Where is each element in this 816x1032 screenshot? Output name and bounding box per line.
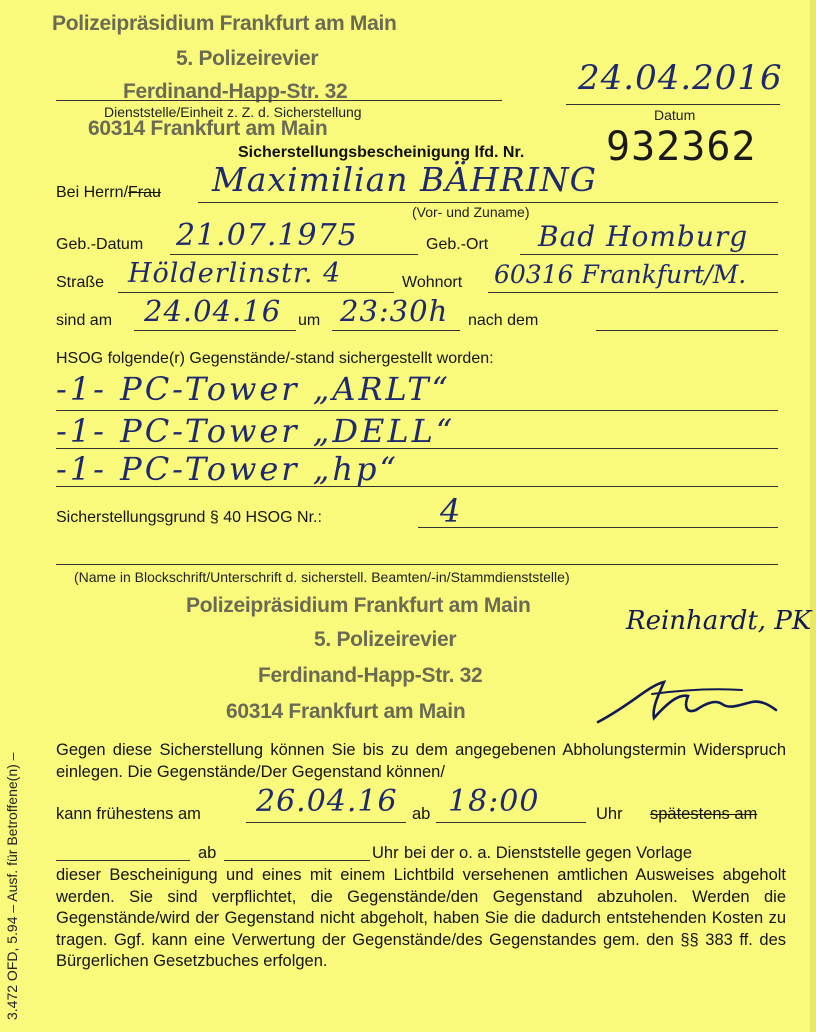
stamp-bottom-line4: 60314 Frankfurt am Main — [226, 700, 466, 723]
um-label: um — [298, 312, 321, 329]
item-line-1 — [56, 410, 778, 411]
name-value: Maximilian BÄHRING — [212, 160, 597, 199]
grund-label: Sicherstellungsgrund § 40 HSOG Nr.: — [56, 509, 322, 526]
officer-line — [56, 564, 778, 565]
latest-date-line — [56, 860, 190, 861]
uhr-label: Uhr — [596, 805, 623, 823]
datum-value: 24.04.2016 — [578, 58, 783, 98]
item-1: -1- PC-Tower „ARLT“ — [56, 370, 451, 408]
strasse-line — [118, 292, 394, 293]
stamp-bottom-line2: 5. Polizeirevier — [314, 628, 457, 651]
geb-datum-label: Geb.-Datum — [56, 236, 144, 253]
spaetestens-struck: spätestens am — [650, 805, 758, 823]
stamp-top-line2: 5. Polizeirevier — [176, 47, 319, 70]
ab-label: ab — [412, 805, 431, 823]
geb-ort-label: Geb.-Ort — [426, 236, 489, 253]
geb-datum-value: 21.07.1975 — [176, 218, 358, 253]
event-time-line — [332, 330, 460, 331]
datum-line — [566, 104, 780, 105]
item-line-3 — [56, 486, 778, 487]
ab2-label: ab — [198, 844, 217, 862]
serial-number: 932362 — [606, 124, 757, 170]
wohnort-value: 60316 Frankfurt/M. — [494, 260, 747, 289]
document-title: Sicherstellungsbescheinigung lfd. Nr. — [238, 144, 525, 161]
geb-datum-line — [170, 254, 418, 255]
paper-edge — [810, 0, 816, 1032]
item-2: -1- PC-Tower „DELL“ — [56, 412, 456, 450]
stamp-bottom-line1: Polizeipräsidium Frankfurt am Main — [186, 594, 531, 617]
pickup-date-line — [246, 822, 406, 823]
stamp-top-line4: 60314 Frankfurt am Main — [88, 117, 328, 140]
dienststelle-line — [56, 100, 502, 101]
item-3: -1- PC-Tower „hp“ — [56, 450, 399, 488]
sind-am-label: sind am — [56, 312, 113, 329]
salutation-label: Bei Herrn/Frau — [56, 184, 161, 201]
item-line-2 — [56, 448, 778, 449]
officer-name-handwritten: Reinhardt, PK — [626, 606, 812, 636]
notice-paragraph-3: dieser Bescheinigung und eines mit einem Lichtbild versehenen amtlichen Ausweises abgeholt werden. Sie sind verpflichtet, die Gegenstände/den Gegenstand abzuholen. Werden die Gegenstände/wird der Gegenstand nicht abgeholt, haben Sie die dadurch entstehenden Kosten zu tragen. Ggf. kann eine Verwertung der Gegenstände/des Gegenstandes gem. den §§ 383 ff. des Bürgerlichen Gesetzbuches erfolgen. — [56, 866, 786, 970]
strasse-value: Hölderlinstr. 4 — [128, 258, 342, 289]
grund-value: 4 — [440, 492, 462, 530]
pickup-time-line — [436, 822, 586, 823]
event-time-value: 23:30h — [340, 294, 449, 328]
datum-label: Datum — [654, 107, 696, 123]
geb-ort-line — [520, 254, 778, 255]
nach-dem-label: nach dem — [468, 312, 539, 329]
pickup-date-value: 26.04.16 — [256, 784, 398, 819]
event-date-line — [134, 330, 296, 331]
wohnort-line — [488, 292, 778, 293]
stamp-top-line3: Ferdinand-Happ-Str. 32 — [123, 80, 348, 103]
stamp-bottom-line3: Ferdinand-Happ-Str. 32 — [258, 664, 483, 687]
wohnort-label: Wohnort — [402, 274, 463, 291]
officer-caption: (Name in Blockschrift/Unterschrift d. sicherstell. Beamten/-in/Stammdienststelle) — [74, 569, 570, 585]
name-caption: (Vor- und Zuname) — [412, 204, 530, 220]
notice-paragraph-1: Gegen diese Sicherstellung können Sie bis zu dem angegebenen Abholungstermin Widerspruch einlegen. Die Gegenstände/Der Gegenstand können/ — [56, 741, 786, 781]
grund-line — [418, 527, 778, 528]
event-date-value: 24.04.16 — [144, 294, 282, 328]
nach-dem-line — [596, 330, 778, 331]
dienststelle-label: Dienststelle/Einheit z. Z. d. Sicherstellung — [104, 104, 362, 120]
kann-label: kann frühestens am — [56, 805, 201, 823]
stamp-top-line1: Polizeipräsidium Frankfurt am Main — [52, 12, 397, 35]
strasse-label: Straße — [56, 274, 105, 291]
geb-ort-value: Bad Homburg — [538, 220, 749, 253]
officer-signature-scribble — [592, 674, 782, 734]
uhr2-label: Uhr — [372, 844, 399, 862]
side-form-number: 3.472 OFD, 5.94 – Ausf. für Betroffene(n) – — [4, 752, 20, 1020]
pickup-time-value: 18:00 — [448, 784, 540, 819]
hsog-line: HSOG folgende(r) Gegenstände/-stand sichergestellt worden: — [56, 350, 494, 367]
latest-time-line — [224, 860, 370, 861]
name-line — [198, 202, 778, 203]
notice-paragraph-2-tail: bei der o. a. Dienststelle gegen Vorlage — [404, 844, 693, 862]
